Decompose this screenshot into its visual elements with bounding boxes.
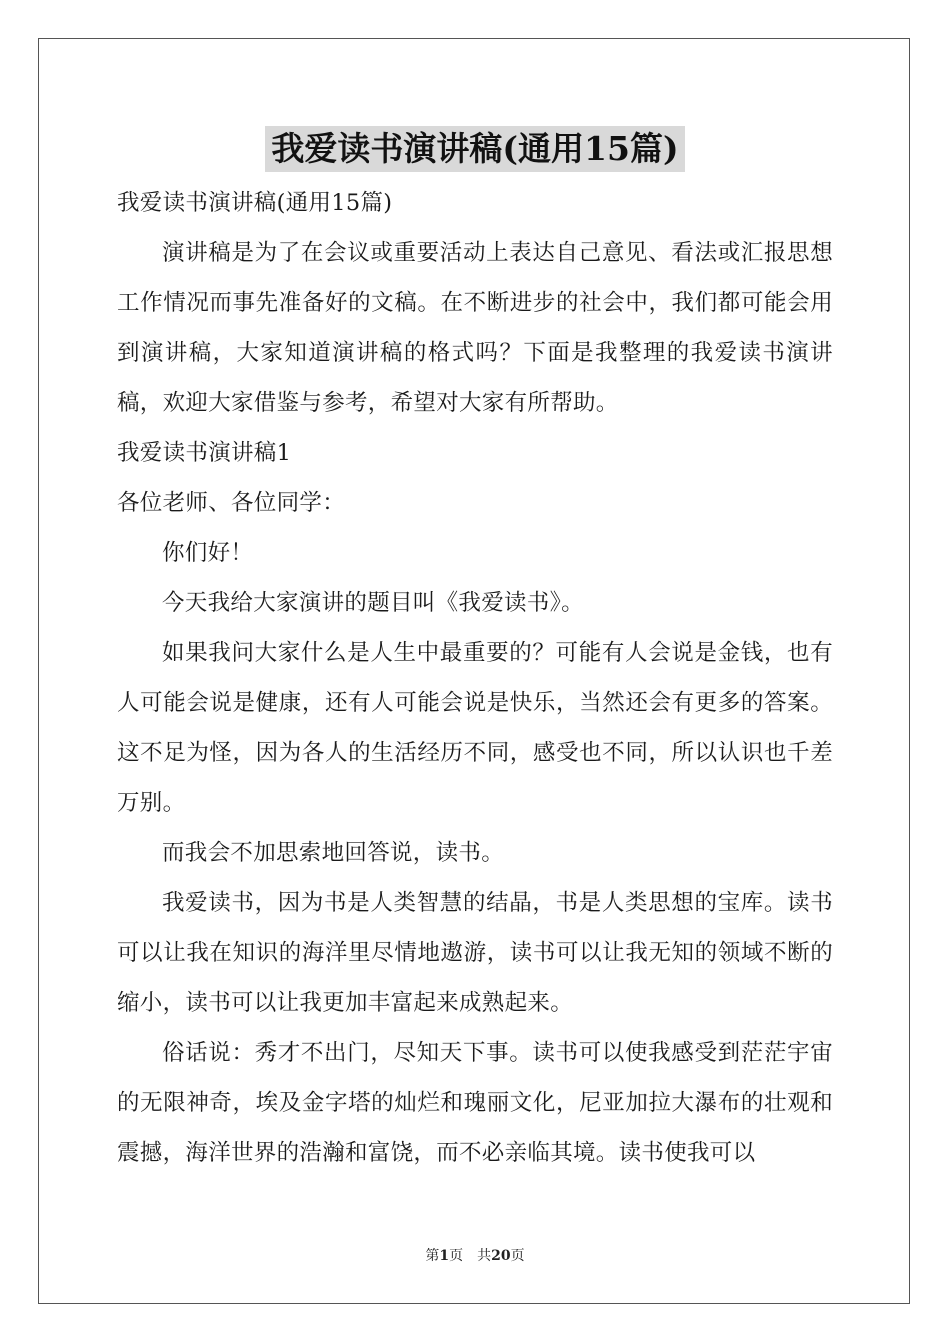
paragraph: 各位老师、各位同学：: [117, 490, 346, 516]
paragraph: 而我会不加思索地回答说，读书。: [162, 840, 505, 866]
total-label-prefix: 共: [477, 1248, 492, 1264]
title-container: [0, 126, 950, 172]
paragraph: 你们好！: [162, 540, 254, 566]
paragraph: 我爱读书演讲稿(通用15篇): [117, 190, 393, 216]
paragraph: 如果我问大家什么是人生中最重要的？可能有人会说是金钱，也有人可能会说是健康，还有人可能会说是快乐，当然还会有更多的答案。这不足为怪，因为各人的生活经历不同，感受也不同，所以认识也千差万别。: [117, 640, 833, 816]
paragraph: 今天我给大家演讲的题目叫《我爱读书》。: [162, 590, 584, 616]
paragraph: 我爱读书演讲稿1: [117, 440, 292, 466]
paragraph: 演讲稿是为了在会议或重要活动上表达自己意见、看法或汇报思想工作情况而事先准备好的文稿。在不断进步的社会中，我们都可能会用到演讲稿，大家知道演讲稿的格式吗？下面是我整理的我爱读书演讲稿，欢迎大家借鉴与参考，希望对大家有所帮助。: [117, 240, 833, 416]
document-body: [117, 178, 833, 1178]
paragraph: 俗话说：秀才不出门，尽知天下事。读书可以使我感受到茫茫宇宙的无限神奇，埃及金字塔的灿烂和瑰丽文化，尼亚加拉大瀑布的壮观和震撼，海洋世界的浩瀚和富饶，而不必亲临其境。读书使我可以: [117, 1040, 833, 1166]
paragraph: 我爱读书，因为书是人类智慧的结晶，书是人类思想的宝库。读书可以让我在知识的海洋里尽情地遨游，读书可以让我无知的领域不断的缩小，读书可以让我更加丰富起来成熟起来。: [117, 890, 833, 1016]
total-label-suffix: 页: [510, 1248, 525, 1264]
total-page-number: 20: [491, 1248, 511, 1264]
page-label-suffix: 页: [449, 1248, 464, 1264]
document-title: 我爱读书演讲稿(通用15篇): [265, 126, 684, 172]
page-footer: [0, 1246, 950, 1266]
page-label-prefix: 第: [425, 1248, 440, 1264]
current-page-number: 1: [439, 1248, 450, 1264]
